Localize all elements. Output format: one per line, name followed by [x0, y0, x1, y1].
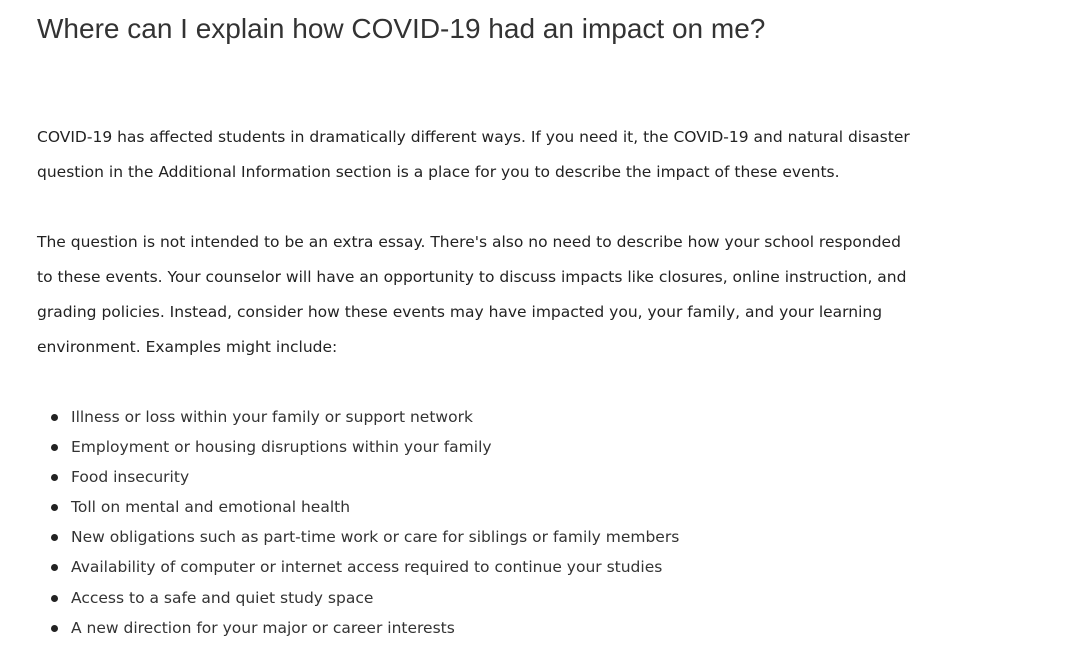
list-item — [51, 552, 1020, 582]
bullet-icon — [51, 474, 58, 481]
list-item-text: Access to a safe and quiet study space — [71, 588, 374, 607]
paragraph-line: question in the Additional Information section is a place for you to describe the impact of these events. — [37, 163, 840, 181]
bullet-icon — [51, 414, 58, 421]
list-item — [51, 402, 1020, 432]
bullet-icon — [51, 625, 58, 632]
intro-paragraph — [37, 120, 1020, 190]
bullet-icon — [51, 534, 58, 541]
list-item — [51, 462, 1020, 492]
list-item-text: Toll on mental and emotional health — [71, 498, 351, 517]
paragraph-line: The question is not intended to be an extra essay. There's also no need to describe how your school responded — [37, 233, 901, 251]
list-item — [51, 613, 1020, 643]
guidance-paragraph — [37, 225, 1020, 365]
list-item-text: Illness or loss within your family or support network — [71, 408, 473, 426]
list-item-text: New obligations such as part-time work or care for siblings or family members — [71, 528, 680, 547]
bullet-icon — [51, 595, 58, 602]
paragraph-line: to these events. Your counselor will have an opportunity to discuss impacts like closures, online instruction, and — [37, 268, 907, 286]
bullet-icon — [51, 504, 58, 511]
paragraph-line: environment. Examples might include: — [37, 338, 338, 356]
list-item — [51, 522, 1020, 552]
list-item-text: Availability of computer or internet access required to continue your studies — [71, 558, 663, 577]
page-title: Where can I explain how COVID-19 had an impact on me? — [37, 13, 766, 44]
list-item-text: A new direction for your major or career interests — [71, 618, 455, 637]
list-item — [51, 583, 1020, 613]
list-item — [51, 432, 1020, 462]
paragraph-line: grading policies. Instead, consider how these events may have impacted you, your family, and your learning — [37, 303, 883, 321]
bullet-icon — [51, 564, 58, 571]
list-item — [51, 492, 1020, 522]
examples-list — [37, 402, 1020, 643]
bullet-icon — [51, 444, 58, 451]
list-item-text: Food insecurity — [71, 468, 190, 487]
list-item-text: Employment or housing disruptions within your family — [71, 438, 492, 457]
paragraph-line: COVID-19 has affected students in dramatically different ways. If you need it, the COVID-19 and natural disaster — [37, 128, 910, 146]
